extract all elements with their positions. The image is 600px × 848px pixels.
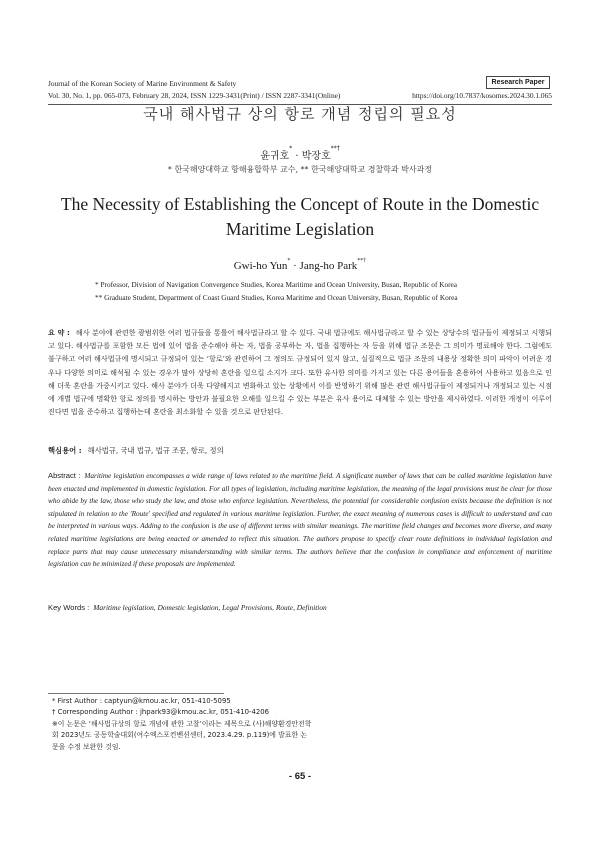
page-number: - 65 - xyxy=(288,771,312,782)
first-author-footnote: * First Author : captyun@kmou.ac.kr, 051-410-5095 xyxy=(52,697,231,705)
english-title: The Necessity of Establishing the Concept of Route in the Domestic Maritime Legislation xyxy=(60,194,540,239)
author-separator: · xyxy=(290,260,300,272)
korean-title: 국내 해사법규 상의 항로 개념 정립의 필요성 xyxy=(143,105,457,123)
korean-abstract-text: 해사 분야에 관련한 광범위한 여러 법규들을 통틀어 해사법규라고 할 수 있다. 국내 법규에도 해사법규라고 할 수 있는 상당수의 법규들이 제정되고 시행되고 있다. 해사법규를 포함한 모든 법에 있어 법을 준수해야 하는 자, 법을 공부하는 자, 법을 집행하는 자 등을 위해 법규 조문은 그 의미가 명료해야 한다. 그럼에도 불구하고 여러 해사법규에 명시되고 규정되어 있는 ‘항로’와 관련하여 그 정의도 규정되어 있지 않고, 실질적으로 법규 조문의 내용상 정확한 의미 파악이 어려운 경우나 다양한 의미로 해석될 수 있는 경우가 많아 상당히 혼란을 일으킬 소지가 크다. 또한 유사한 의미를 가지고 있는 다른 용어들을 혼용하여 사용하고 있음으로 인해 더욱 혼란을 가중시키고 있다. 해사 분야가 더욱 다양해지고 변화하고 있는 상황에서 이를 반영하기 위해 많은 관련 해사법규들이 제정되거나 개정되고 있는 시점에 개별 법규에 명확한 항로 정의를 명시하는 방안과 불필요한 오해를 일으킬 수 있는 부분은 유사 용어로 대체할 수 있는 방안을 제시하였다. 이러한 개정이 이루어진다면 법을 준수하고 집행하는데 혼란을 최소화할 수 있을 것으로 판단된다. xyxy=(48,328,552,417)
english-author-2-mark: **† xyxy=(357,258,367,264)
english-keywords-text: Maritime legislation, Domestic legislation, Legal Provisions, Route, Definition xyxy=(93,603,327,612)
english-keywords xyxy=(48,603,327,612)
english-keywords-label: Key Words : xyxy=(48,603,90,612)
korean-authors xyxy=(0,147,600,162)
doi-link[interactable]: https://doi.org/10.7837/kosomes.2024.30.1.065 xyxy=(412,91,552,100)
english-author-1-mark: * xyxy=(287,258,291,264)
english-affiliation-2: ** Graduate Student, Department of Coast Guard Studies, Korea Maritime and Ocean University, Busan, Republic of Korea xyxy=(95,293,458,302)
korean-abstract xyxy=(48,326,552,418)
journal-name: Journal of the Korean Society of Marine Environment & Safety xyxy=(48,79,237,88)
author-separator: · xyxy=(292,151,302,162)
english-abstract-text: Maritime legislation encompasses a wide range of laws related to the maritime field. A significant number of laws that can be called maritime legislation have been enacted and implemented in domestic legislation. For all types of legislation, including maritime legislation, the meaning of the legal provisions must be clear for those who abide by the law, those who study the law, and those who enforce legislation. Nevertheless, the potential for considerable confusion exists because the definition is not stipulated in relation to the 'Route' specified and regulated in various maritime legislation. Further, the exact meaning of numerous cases is difficult to understand and can be interpreted in various ways. Adding to the confusion is the use of different terms with similar meanings. The maritime field changes and becomes more diverse, and many related maritime legislations are being enacted or amended to reflect this situation. The authors propose to specify clear route definitions in individual legislation and replace parts that may cause unnecessary misunderstanding with similar terms. The authors believe that the confusion in compliance and enforcement of maritime legislation can be minimized if these proposals are implemented. xyxy=(48,472,552,569)
english-author-1: Gwi-ho Yun xyxy=(233,260,288,272)
volume-info: Vol. 30, No. 1, pp. 065-073, February 28, 2024, ISSN 1229-3431(Print) / ISSN 2287-3341(Online) xyxy=(48,91,341,100)
korean-author-1-mark: * xyxy=(289,145,293,152)
korean-abstract-label: 요 약 : xyxy=(48,328,70,337)
english-affiliation-1: * Professor, Division of Navigation Convergence Studies, Korea Maritime and Ocean University, Busan, Republic of Korea xyxy=(95,280,458,289)
research-paper-badge: Research Paper xyxy=(486,76,550,89)
english-authors xyxy=(0,260,600,272)
korean-keywords-label: 핵심용어 : xyxy=(48,446,82,455)
english-abstract-label: Abstract : xyxy=(48,471,81,480)
korean-author-1: 윤귀호 xyxy=(260,151,290,162)
korean-keywords xyxy=(48,446,224,456)
korean-keywords-text: 해사법규, 국내 법규, 법규 조문, 항로, 정의 xyxy=(87,446,224,455)
korean-affiliation: * 한국해양대학교 항해융합학부 교수, ** 한국해양대학교 경찰학과 박사과정 xyxy=(167,165,433,174)
presentation-note: ※이 논문은 ‘해사법규상의 항로 개념에 관한 고찰’이라는 제목으로 (사)해양환경안전학회 2023년도 공동학술대회(여수엑스포컨벤션센터, 2023.4.29. p.119)에 발표한 논문을 수정 보완한 것임. xyxy=(52,720,312,751)
english-author-2: Jang-ho Park xyxy=(299,260,358,272)
english-abstract xyxy=(48,470,552,571)
korean-author-2-mark: **† xyxy=(330,145,340,152)
corresponding-author-footnote: † Corresponding Author : jhpark93@kmou.ac.kr, 051-410-4206 xyxy=(52,708,270,716)
korean-author-2: 박장호 xyxy=(301,151,331,162)
footnote-rule xyxy=(48,693,224,694)
